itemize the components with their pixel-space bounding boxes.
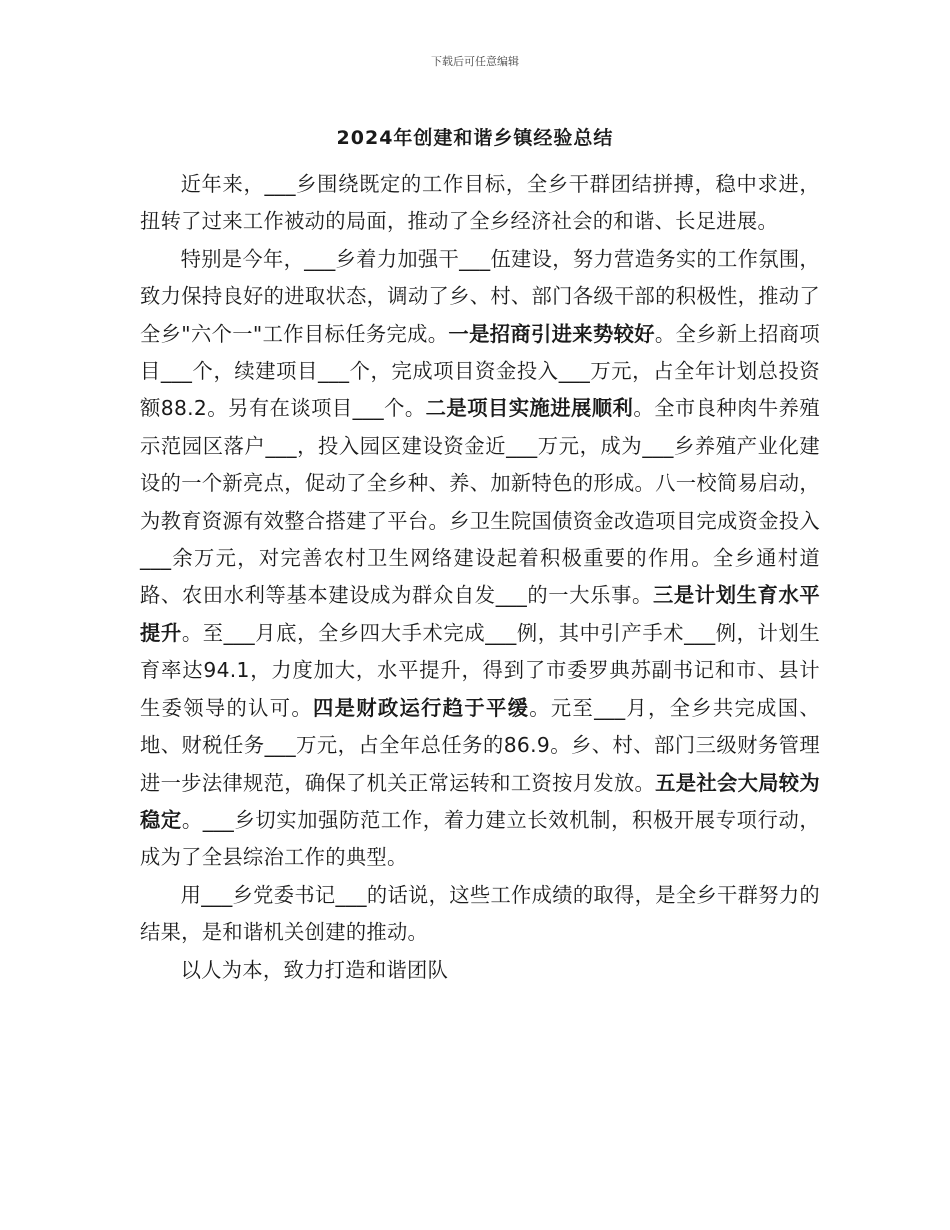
achievements-lead: 特别是今年，___乡着力加强干___伍建设，努力营造务实的工作氛围，致力保持良好的进取状态，调动了乡、村、部门各级干部的积极性，推动了全乡"六个一"工作目标任务完成。 — [140, 246, 820, 346]
section-heading: 以人为本，致力打造和谐团队 — [180, 957, 449, 982]
point-4-heading: 四是财政运行趋于平缓 — [312, 695, 530, 720]
paragraph-achievements — [140, 241, 820, 877]
paragraph-quote: 用___乡党委书记___的话说，这些工作成绩的取得，是全乡干群努力的结果，是和谐机关创建的推动。 — [140, 882, 820, 945]
point-2-text: 。全市良种肉牛养殖示范园区落户___，投入园区建设资金近___万元，成为___乡养殖产业化建设的一个新亮点，促动了全乡种、养、加新特色的形成。八一校简易启动，为教育资源有效整合搭建了平台。乡卫生院国债资金改造项目完成资金投入___余万元，对完善农村卫生网络建设起着积极重要的作用。全乡通村道路、农田水利等基本建设成为群众自发___的一大乐事。 — [140, 396, 820, 608]
point-5-text: 。___乡切实加强防范工作，着力建立长效机制，积极开展专项行动，成为了全县综治工作的典型。 — [140, 807, 820, 870]
point-3-text: 。至___月底，全乡四大手术完成___例，其中引产手术___例，计划生育率达94.1，力度加大，水平提升，得到了市委罗典苏副书记和市、县计生委领导的认可。 — [140, 620, 820, 720]
page-header: 下载后可任意编辑 — [431, 55, 519, 68]
point-3-heading: 三是计划生育水平提升 — [140, 583, 820, 645]
point-4-text: 。元至___月，全乡共完成国、地、财税任务___万元，占全年总任务的86.9。乡、村、部门三级财务管理进一步法律规范，确保了机关正常运转和工资按月发放。 — [140, 695, 820, 795]
point-5-heading: 五是社会大局较为稳定 — [140, 770, 820, 832]
point-1-heading: 一是招商引进来势较好 — [448, 321, 655, 346]
document-body — [140, 166, 820, 989]
document-title: 2024年创建和谐乡镇经验总结 — [336, 127, 614, 149]
point-2-heading: 二是项目实施进展顺利 — [425, 396, 634, 421]
point-1-text: 。全乡新上招商项目___个，续建项目___个，完成项目资金投入___万元，占全年计划总投资额88.2。另有在谈项目___个。 — [140, 321, 820, 421]
paragraph-intro: 近年来，___乡围绕既定的工作目标，全乡干群团结拼搏，稳中求进，扭转了过来工作被动的局面，推动了全乡经济社会的和谐、长足进展。 — [140, 172, 820, 234]
